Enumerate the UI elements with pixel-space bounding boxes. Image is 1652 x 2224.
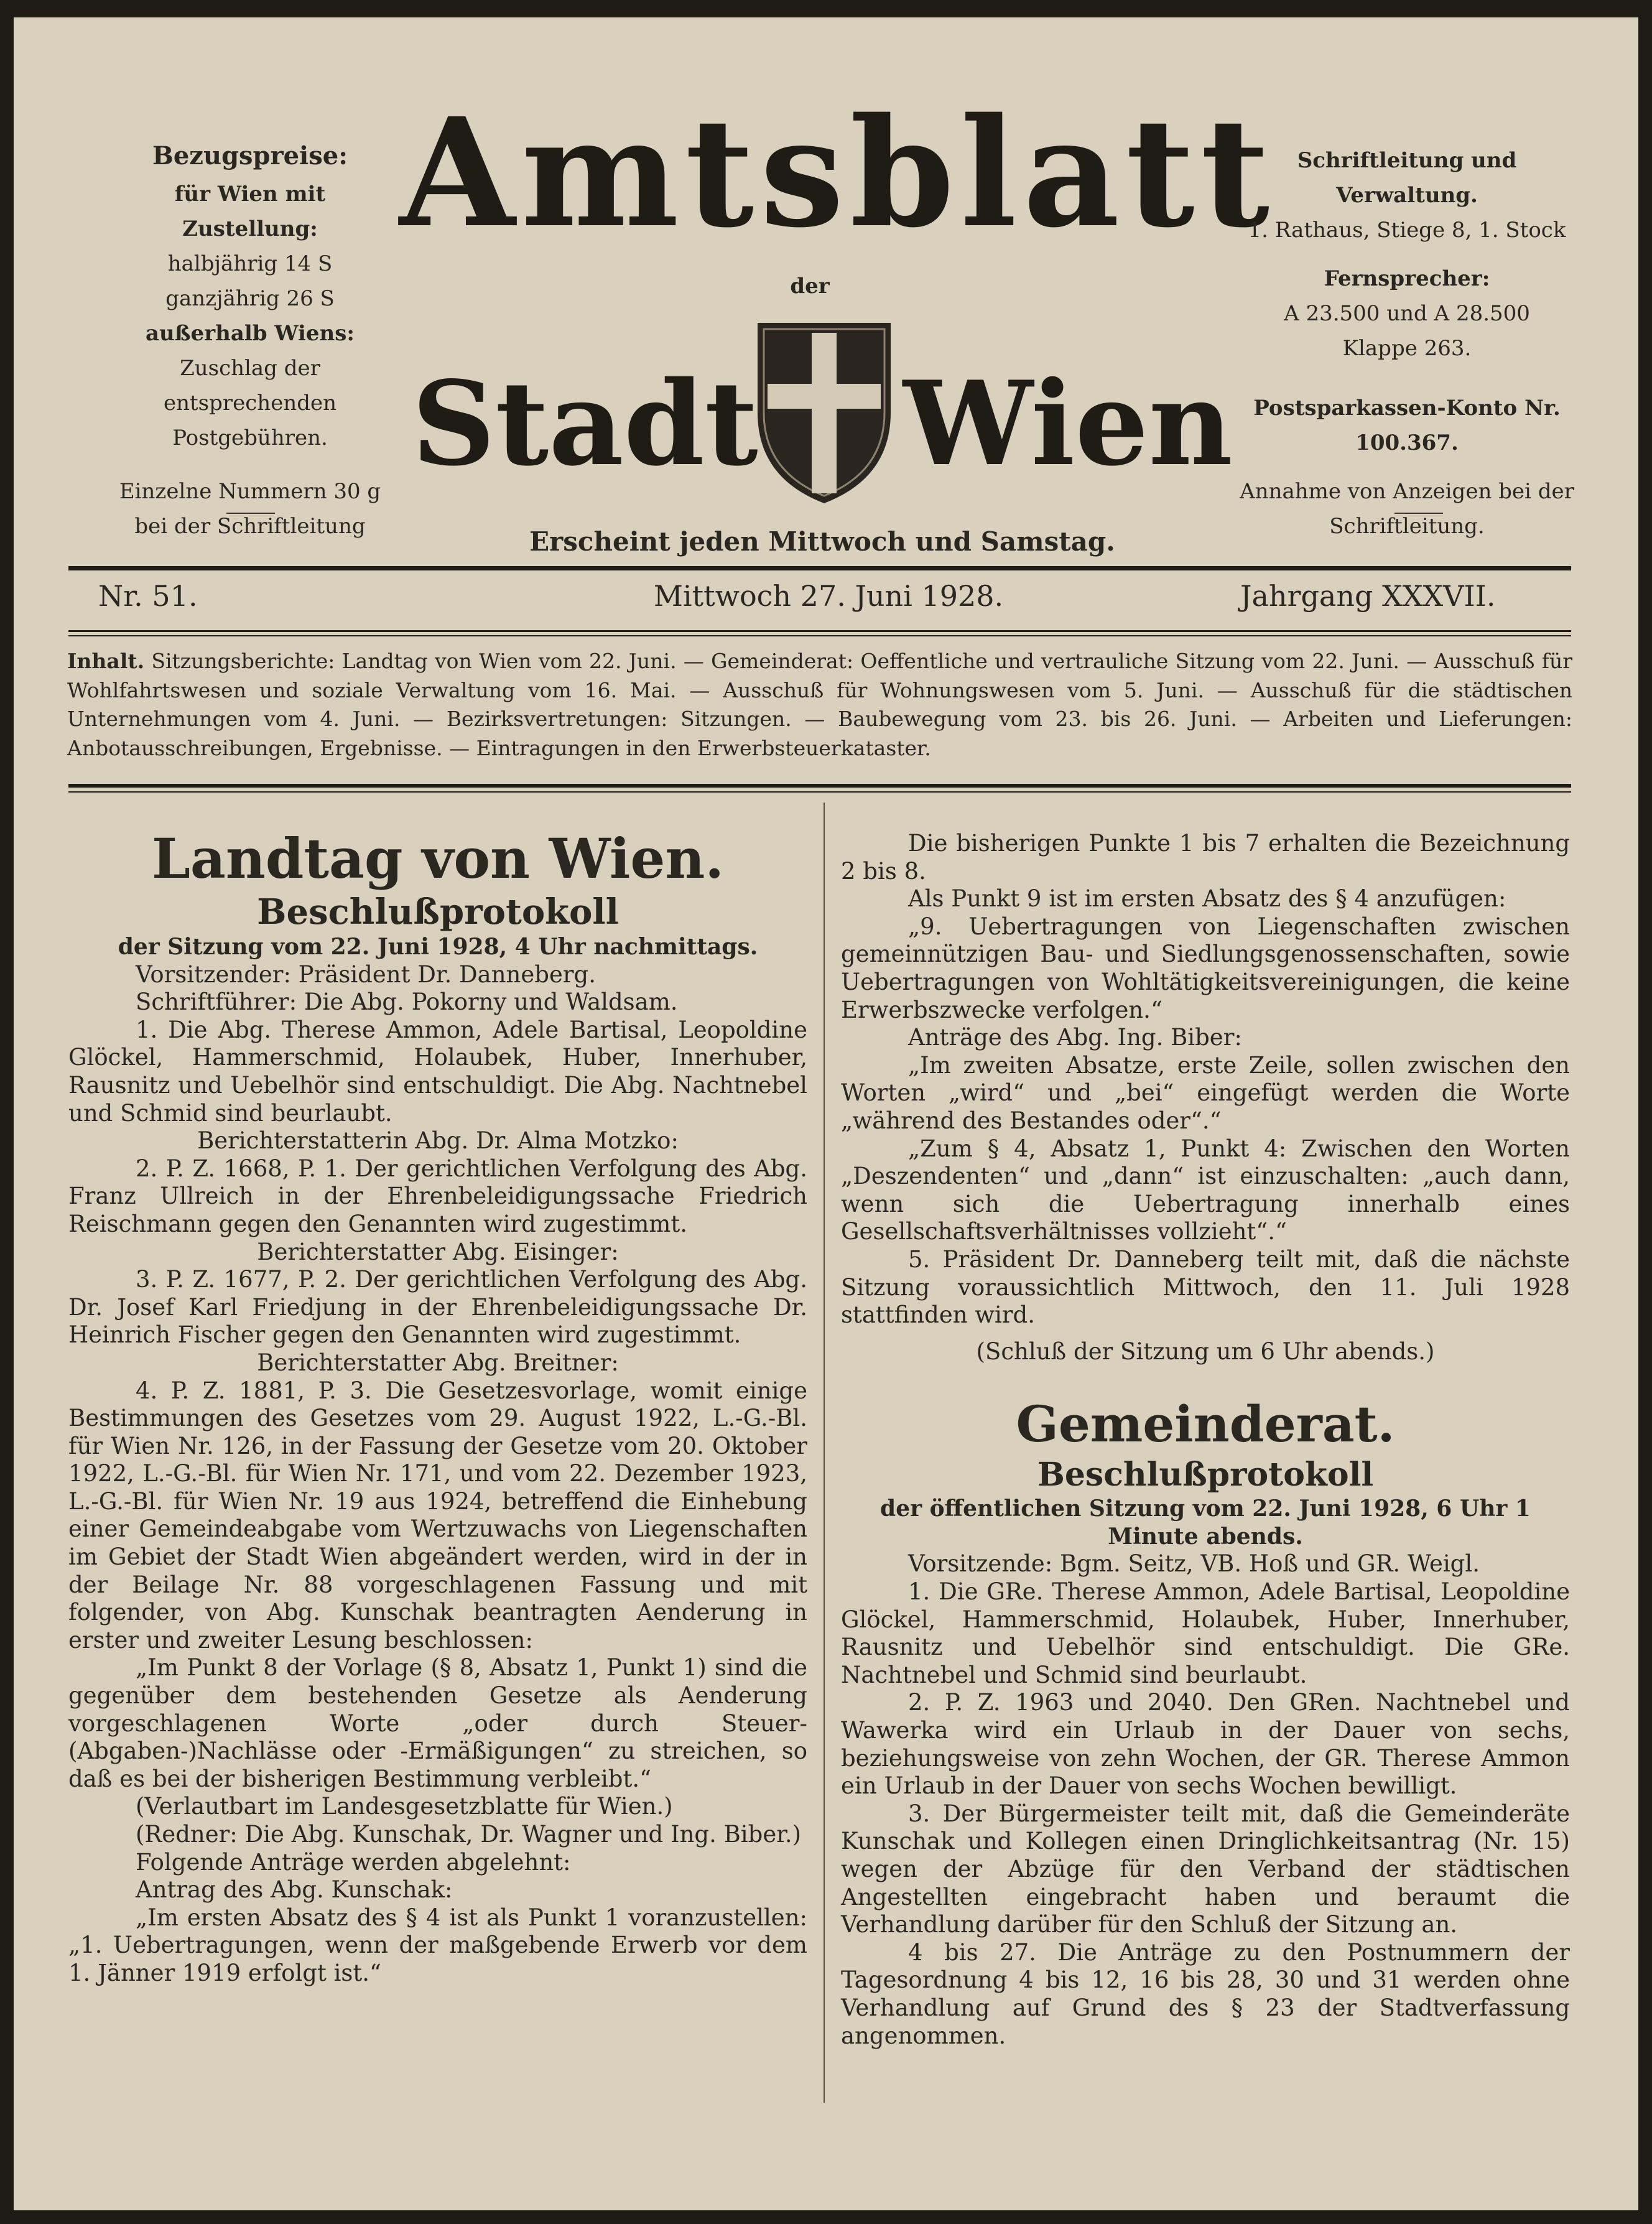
postal-account: Postsparkassen-Konto Nr. 100.367. bbox=[1253, 396, 1561, 455]
issue-date: Mittwoch 27. Juni 1928. bbox=[653, 579, 1004, 613]
article-continued bbox=[841, 830, 1570, 2050]
divider bbox=[226, 513, 275, 514]
reporter-line: Berichterstatter Abg. Eisinger: bbox=[257, 1238, 619, 1265]
vienna-coat-of-arms-icon bbox=[753, 319, 896, 506]
paragraph: Als Punkt 9 ist im ersten Absatz des § 4 anzufügen: bbox=[908, 885, 1506, 913]
article-headline: Gemeinderat. bbox=[1016, 1395, 1395, 1454]
issue-volume: Jahrgang XXXVII. bbox=[1240, 579, 1496, 613]
publication-tagline: Erscheint jeden Mittwoch und Samstag. bbox=[529, 526, 1115, 557]
paragraph: 2. P. Z. 1668, P. 1. Der gerichtlichen Verfolgung des Abg. Franz Ullreich in der Ehrenbeleidigungssache Friedrich Reischmann gegen den Genannten wird zugestimmt. bbox=[68, 1155, 807, 1237]
paragraph: Anträge des Abg. Ing. Biber: bbox=[908, 1024, 1242, 1051]
paragraph: „Im Punkt 8 der Vorlage (§ 8, Absatz 1, Punkt 1) sind die gegenüber dem bestehenden Gesetze als Aenderung vorgeschlagenen Worte „oder durch Steuer-(Abgaben-)Nachlässe oder -Ermäßigungen“ zu streichen, so daß es bei der bisherigen Bestimmung verbleibt.“ bbox=[68, 1654, 807, 1792]
paragraph: 4. P. Z. 1881, P. 3. Die Gesetzesvorlage, womit einige Bestimmungen des Gesetzes vom 29. August 1922, L.-G.-Bl. für Wien Nr. 126, in der Fassung der Gesetze vom 20. Oktober 1922, L.-G.-Bl. für Wien Nr. 171, und vom 22. Dezember 1923, L.-G.-Bl. für Wien Nr. 19 aus 1924, betreffend die Einhebung einer Gemeindeabgabe vom Wertzuwachs von Liegenschaften im Gebiet der Stadt Wien abgeändert werden, wird in der in der Beilage Nr. 88 vorgeschlagenen Fassung und mit folgender, von Abg. Kunschak beantragten Aenderung in erster und zweiter Lesung beschlossen: bbox=[68, 1377, 807, 1654]
paragraph: 3. P. Z. 1677, P. 2. Der gerichtlichen Verfolgung des Abg. Dr. Josef Karl Friedjung in der Ehrenbeleidigungssache Dr. Heinrich Fischer gegen den Genannten wird zugestimmt. bbox=[68, 1266, 807, 1349]
ads-line: Annahme von Anzeigen bei der bbox=[1240, 479, 1574, 504]
session-line: der Sitzung vom 22. Juni 1928, 4 Uhr nachmittags. bbox=[118, 934, 758, 960]
paragraph: (Redner: Die Abg. Kunschak, Dr. Wagner und Ing. Biber.) bbox=[136, 1821, 802, 1848]
phone-label: Fernsprecher: bbox=[1324, 266, 1490, 291]
paragraph: 1. Die GRe. Therese Ammon, Adele Bartisal, Leopoldine Glöckel, Hammerschmid, Holaubek, Huber, Innerhuber, Rausnitz und Uebelhör sind entschuldigt. Die GRe. Nachtnebel und Schmid sind beurlaubt. bbox=[841, 1578, 1570, 1688]
article-headline: Landtag von Wien. bbox=[151, 826, 724, 891]
issue-rule bbox=[68, 630, 1571, 632]
paragraph: „Im ersten Absatz des § 4 ist als Punkt 1 voranzustellen: „1. Uebertragungen, wenn der maßgebende Erwerb vor dem 1. Jänner 1919 erfolgt ist.“ bbox=[68, 1904, 807, 1986]
paragraph: 3. Der Bürgermeister teilt mit, daß die Gemeinderäte Kunschak und Kollegen einen Dringlichkeitsantrag (Nr. 15) wegen der Abzüge für den Verband der städtischen Angestellten eingebracht haben und beraumt die Verhandlung darüber für den Schluß der Sitzung an. bbox=[841, 1800, 1570, 1938]
paragraph: 2. P. Z. 1963 und 2040. Den GRen. Nachtnebel und Wawerka wird ein Urlaub in der Dauer von sechs, beziehungsweise von zehn Wochen, der GR. Therese Ammon ein Urlaub in der Dauer von sechs Wochen bewilligt. bbox=[841, 1689, 1570, 1800]
paragraph: Antrag des Abg. Kunschak: bbox=[136, 1876, 453, 1904]
paragraph: „9. Uebertragungen von Liegenschaften zwischen gemeinnützigen Bau- und Siedlungsgenossenschaften, sowie Uebertragungen von Wohltätigkeitsvereinigungen, die keine Erwerbszwecke verfolgen.“ bbox=[841, 913, 1570, 1023]
subscription-line: Postgebühren. bbox=[172, 426, 328, 450]
reporter-line: Berichterstatter Abg. Breitner: bbox=[257, 1349, 619, 1376]
issue-number: Nr. 51. bbox=[98, 579, 198, 613]
masthead-wien: Wien bbox=[903, 355, 1233, 491]
reporter-line: Berichterstatterin Abg. Dr. Alma Motzko: bbox=[197, 1127, 679, 1155]
subscription-line: ganzjährig 26 S bbox=[165, 286, 335, 311]
subscription-line: Zuschlag der entsprechenden bbox=[163, 356, 336, 416]
paragraph: 4 bis 27. Die Anträge zu den Postnummern der Tagesordnung 4 bis 12, 16 bis 28, 30 und 31 werden ohne Verhandlung auf Grund des § 23 der Stadtverfassung angenommen. bbox=[841, 1938, 1570, 2049]
paragraph: „Zum § 4, Absatz 1, Punkt 4: Zwischen den Worten „Deszendenten“ und „dann“ ist einzuschalten: „auch dann, wenn sich die Uebertragung innerhalb eines Gesellschaftsverhältnisses vollzieht“.“ bbox=[841, 1135, 1570, 1245]
article-subhead: Beschlußprotokoll bbox=[1037, 1456, 1374, 1494]
masthead-rule bbox=[68, 566, 1571, 570]
editorial-info bbox=[1227, 143, 1587, 544]
paragraph: (Verlautbart im Landesgesetzblatte für Wien.) bbox=[136, 1793, 673, 1820]
newspaper-page bbox=[14, 17, 1638, 2210]
phone-extension: Klappe 263. bbox=[1342, 336, 1472, 361]
subscription-line: Einzelne Nummern 30 g bbox=[119, 479, 381, 504]
contents-rule bbox=[68, 784, 1571, 788]
closing-note: (Schluß der Sitzung um 6 Uhr abends.) bbox=[976, 1338, 1435, 1365]
contents-label: Inhalt. bbox=[67, 649, 145, 673]
contents-text: Sitzungsberichte: Landtag von Wien vom 22. Juni. — Gemeinderat: Oeffentliche und vertrauliche Sitzung vom 22. Juni. — Ausschuß für Wohlfahrtswesen und soziale Verwaltung vom 16. Mai. — Ausschuß für Wohnungswesen vom 5. Juni. — Ausschuß für die städtischen Unternehmungen vom 4. Juni. — Bezirksvertretungen: Sitzungen. — Baubewegung vom 23. bis 26. Juni. — Arbeiten und Lieferungen: Anbotausschreibungen, Ergebnisse. — Eintragungen in den Erwerbsteuerkataster. bbox=[67, 649, 1572, 760]
column-divider bbox=[824, 803, 825, 2103]
issue-rule bbox=[68, 635, 1571, 636]
ads-line: Schriftleitung. bbox=[1329, 514, 1485, 539]
divider bbox=[1394, 513, 1443, 514]
subscription-title: Bezugspreise: bbox=[152, 141, 348, 170]
masthead-der: der bbox=[790, 274, 830, 299]
session-line: der öffentlichen Sitzung vom 22. Juni 1928, 6 Uhr 1 Minute abends. bbox=[880, 1496, 1531, 1550]
chair-line: Vorsitzender: Präsident Dr. Danneberg. bbox=[136, 961, 596, 988]
masthead-title: Amtsblatt bbox=[399, 85, 1276, 261]
article-landtag bbox=[68, 826, 807, 1988]
phone-numbers: A 23.500 und A 28.500 bbox=[1284, 301, 1530, 326]
paragraph: 1. Die Abg. Therese Ammon, Adele Bartisal, Leopoldine Glöckel, Hammerschmid, Holaubek, Huber, Innerhuber, Rausnitz und Uebelhör sind entschuldigt. Die Abg. Nachtnebel und Schmid sind beurlaubt. bbox=[68, 1016, 807, 1127]
editorial-address: 1. Rathaus, Stiege 8, 1. Stock bbox=[1248, 218, 1566, 243]
subscription-line: halbjährig 14 S bbox=[167, 251, 333, 276]
chair-line: Vorsitzende: Bgm. Seitz, VB. Hoß und GR. Weigl. bbox=[908, 1550, 1480, 1578]
subscription-line: außerhalb Wiens: bbox=[146, 321, 355, 346]
paragraph: Folgende Anträge werden abgelehnt: bbox=[136, 1848, 571, 1876]
article-subhead: Beschlußprotokoll bbox=[257, 891, 619, 933]
subscription-info bbox=[107, 136, 393, 544]
paragraph: „Im zweiten Absatze, erste Zeile, sollen zwischen den Worten „wird“ und „bei“ eingefügt werden die Worte „während des Bestandes oder“.“ bbox=[841, 1051, 1570, 1134]
paragraph: 5. Präsident Dr. Danneberg teilt mit, daß die nächste Sitzung voraussichtlich Mittwoch, den 11. Juli 1928 stattfinden wird. bbox=[841, 1245, 1570, 1329]
paragraph: Die bisherigen Punkte 1 bis 7 erhalten die Bezeichnung 2 bis 8. bbox=[841, 830, 1570, 885]
subscription-line: bei der Schriftleitung bbox=[134, 514, 366, 539]
contents-rule bbox=[68, 791, 1571, 793]
table-of-contents bbox=[67, 647, 1572, 763]
subscription-line: für Wien mit Zustellung: bbox=[174, 182, 326, 241]
secretaries-line: Schriftführer: Die Abg. Pokorny und Waldsam. bbox=[136, 989, 678, 1016]
editorial-title: Schriftleitung und Verwaltung. bbox=[1297, 148, 1517, 208]
masthead-stadt: Stadt bbox=[412, 355, 758, 491]
